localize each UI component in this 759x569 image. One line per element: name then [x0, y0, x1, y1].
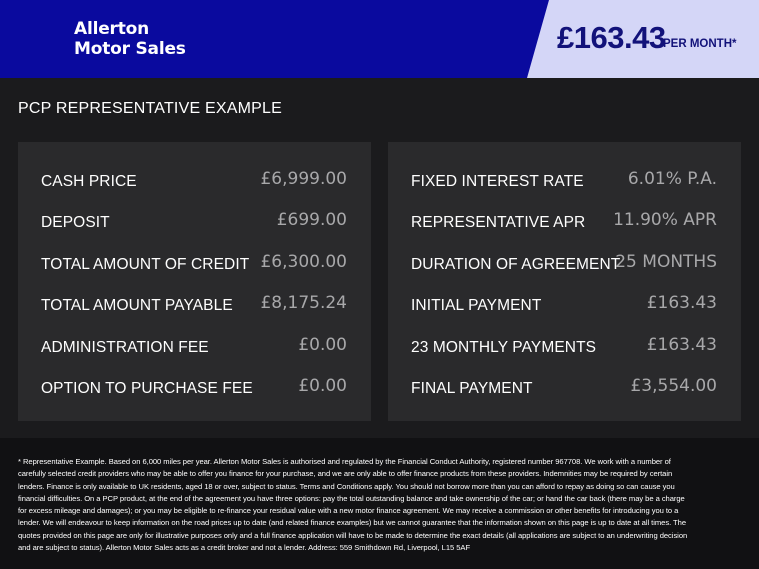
row-label: TOTAL AMOUNT OF CREDIT — [41, 256, 250, 273]
row-value: £163.43 — [646, 335, 717, 355]
row-value: £6,999.00 — [260, 169, 347, 189]
row-value: £0.00 — [298, 335, 347, 355]
row-label: TOTAL AMOUNT PAYABLE — [41, 297, 233, 314]
row-label: 23 MONTHLY PAYMENTS — [411, 339, 597, 356]
row-label: DEPOSIT — [41, 214, 110, 231]
finance-row — [18, 210, 371, 234]
row-value: 25 MONTHS — [615, 252, 717, 272]
disclaimer-footer — [0, 438, 759, 569]
finance-row — [388, 169, 741, 193]
row-label: FIXED INTEREST RATE — [411, 173, 584, 190]
row-label: DURATION OF AGREEMENT — [411, 256, 621, 273]
row-label: REPRESENTATIVE APR — [411, 214, 586, 231]
finance-row — [388, 252, 741, 276]
row-label: CASH PRICE — [41, 173, 137, 190]
finance-row — [18, 293, 371, 317]
brand-line-1: Allerton — [74, 19, 150, 39]
row-value: £699.00 — [276, 210, 347, 230]
row-value: £6,300.00 — [260, 252, 347, 272]
per-month-label: PER MONTH* — [663, 38, 737, 50]
row-label: INITIAL PAYMENT — [411, 297, 542, 314]
finance-panel-left — [18, 142, 371, 421]
row-label: FINAL PAYMENT — [411, 380, 533, 397]
brand-line-2: Motor Sales — [74, 39, 186, 59]
section-title: PCP REPRESENTATIVE EXAMPLE — [18, 100, 282, 117]
finance-row — [18, 335, 371, 359]
row-value: £0.00 — [298, 376, 347, 396]
row-label: ADMINISTRATION FEE — [41, 339, 209, 356]
disclaimer-text: * Representative Example. Based on 6,000 miles per year. Allerton Motor Sales is authorised and regulated by the Financial Conduct Authority, registered number 967708. We work with a number of carefully selected credit providers who may be able to offer you finance for your purchase, and we are only able to offer finance products from these providers. Indemnities may be required by certain lenders. Finance is only available to UK residents, aged 18 or over, subject to status. Terms and Conditions apply. You should not borrow more than you can afford to repay as doing so can cause you financial difficulties. On a PCP product, at the end of the agreement you have three options: pay the total outstanding balance and take ownership of the car; or hand the car back (there may be a charge for excess mileage and damages); or you may be eligible to re-finance your residual value with a new motor finance agreement. We may receive a commission or other benefits for introducing you to a lender. We will endeavour to keep information on the road prices up to date (and related finance examples) but we cannot guarantee that the information shown on this page is up to date at all times. The quotes provided on this page are only for illustrative purposes only and a full finance application will have to be made to determine the exact details (all applications are subject to an underwriting decision and are subject to status). Allerton Motor Sales acts as a credit broker and not a lender. Address: 559 Smithdown Rd, Liverpool, L15 5AF — [18, 457, 688, 553]
finance-row — [18, 376, 371, 400]
row-value: 6.01% P.A. — [627, 169, 717, 189]
row-label: OPTION TO PURCHASE FEE — [41, 380, 253, 397]
row-value: 11.90% APR — [613, 210, 717, 230]
finance-row — [388, 293, 741, 317]
finance-row — [388, 335, 741, 359]
header-bar — [0, 0, 759, 78]
finance-row — [388, 210, 741, 234]
row-value: £3,554.00 — [630, 376, 717, 396]
finance-row — [18, 252, 371, 276]
finance-panel-right — [388, 142, 741, 421]
row-value: £8,175.24 — [260, 293, 347, 313]
finance-row — [388, 376, 741, 400]
finance-row — [18, 169, 371, 193]
brand-logo[interactable] — [74, 19, 186, 59]
row-value: £163.43 — [646, 293, 717, 313]
monthly-price: £163.43 — [557, 20, 666, 55]
